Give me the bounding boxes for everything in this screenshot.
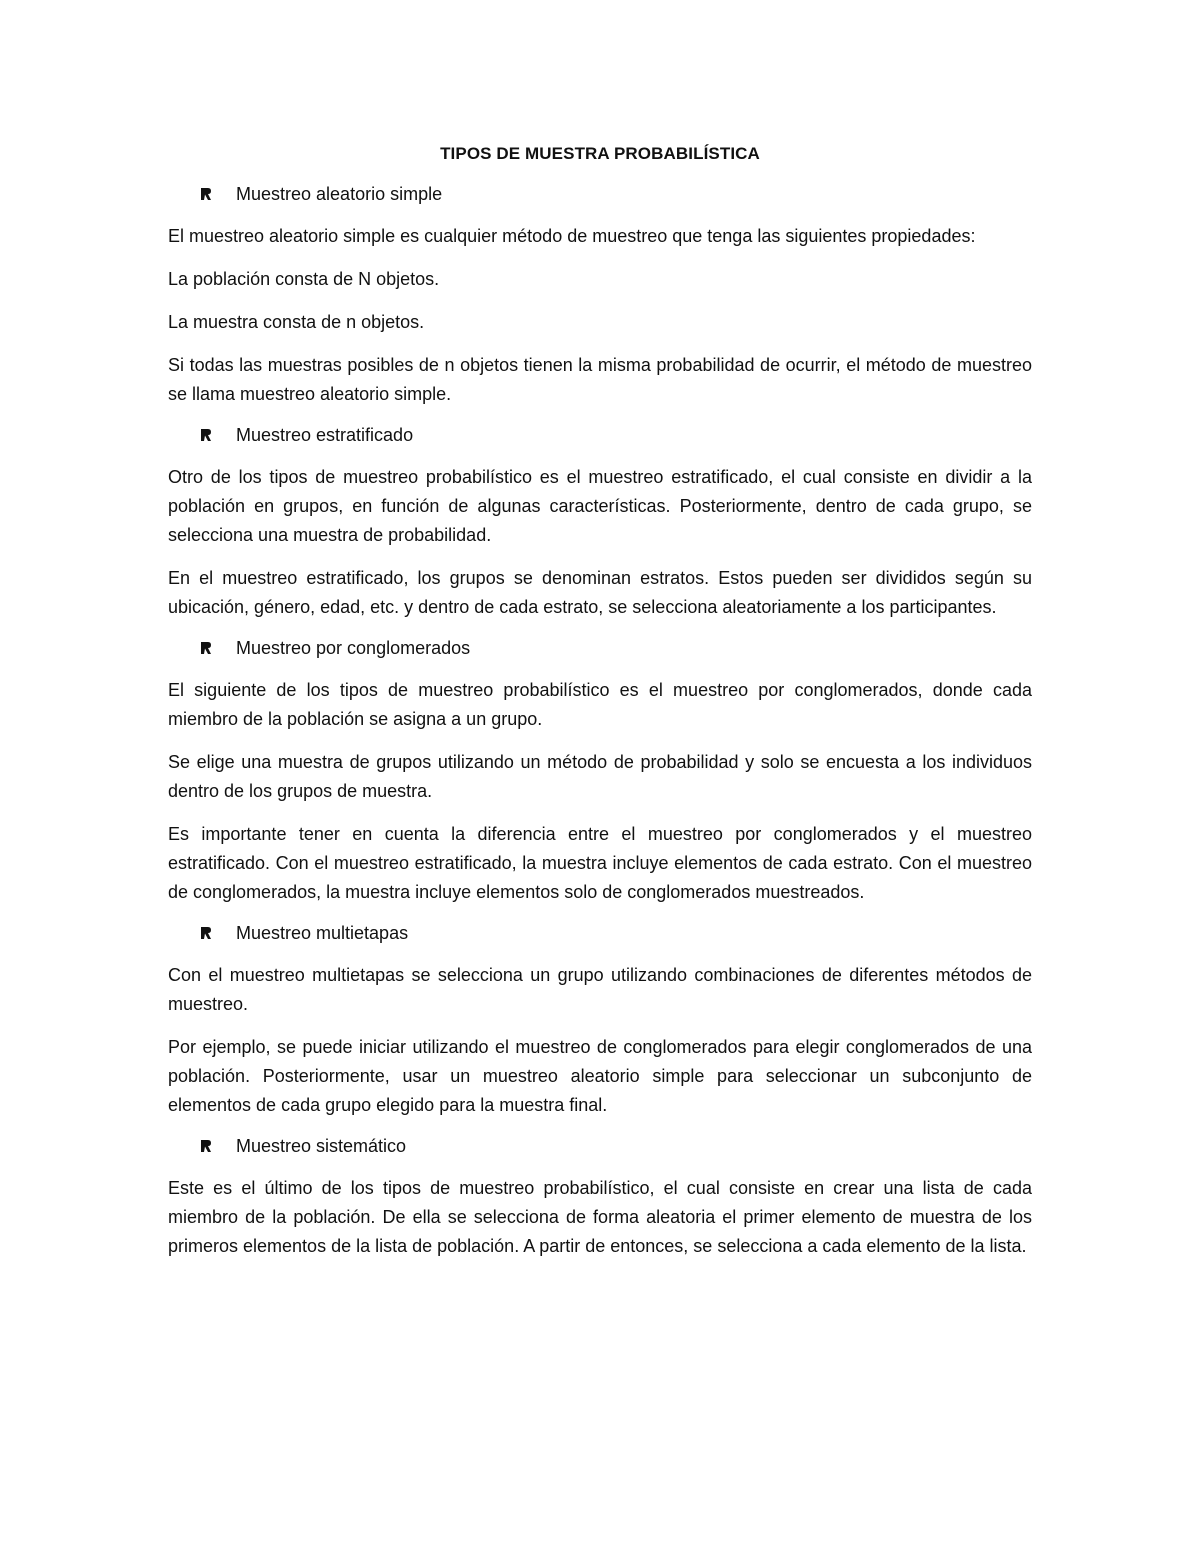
bullet-marker-icon <box>200 926 212 940</box>
paragraph: El muestreo aleatorio simple es cualquier método de muestreo que tenga las siguientes propiedades: <box>168 226 976 246</box>
paragraph: Se elige una muestra de grupos utilizando un método de probabilidad y solo se encuesta a los individuos dentro de los grupos de muestra. <box>168 752 1032 801</box>
bullet-marker-icon <box>200 187 212 201</box>
bullet-marker-icon <box>200 1139 212 1153</box>
paragraph: La población consta de N objetos. <box>168 269 440 289</box>
section-heading-text: Muestreo estratificado <box>236 425 414 445</box>
paragraph: La muestra consta de n objetos. <box>168 312 425 332</box>
bullet-marker-icon <box>200 641 212 655</box>
section-heading <box>168 1134 1032 1158</box>
paragraph: Este es el último de los tipos de muestreo probabilístico, el cual consiste en crear una lista de cada miembro de la población. De ella se selecciona de forma aleatoria el primer elemento de muestra de los primeros elementos de la lista de población. A partir de entonces, se selecciona a cada elemento de la lista. <box>168 1178 1032 1256</box>
section-heading-text: Muestreo por conglomerados <box>236 638 471 658</box>
section-heading <box>168 423 1032 447</box>
section-heading <box>168 921 1032 945</box>
paragraph: Con el muestreo multietapas se selecciona un grupo utilizando combinaciones de diferentes métodos de muestreo. <box>168 965 1032 1014</box>
section-heading-text: Muestreo sistemático <box>236 1136 407 1156</box>
section-heading <box>168 636 1032 660</box>
paragraph: Es importante tener en cuenta la diferencia entre el muestreo por conglomerados y el muestreo estratificado. Con el muestreo estratificado, la muestra incluye elementos de cada estrato. Con el muestreo de conglomerados, la muestra incluye elementos solo de conglomerados muestreados. <box>168 824 1032 902</box>
document-body <box>168 142 1032 1275</box>
section-heading <box>168 182 1032 206</box>
paragraph: Otro de los tipos de muestreo probabilístico es el muestreo estratificado, el cual consiste en dividir a la población en grupos, en función de algunas características. Posteriormente, dentro de cada grupo, se selecciona una muestra de probabilidad. <box>168 467 1032 545</box>
document-title: TIPOS DE MUESTRA PROBABILÍSTICA <box>440 144 760 163</box>
paragraph: En el muestreo estratificado, los grupos se denominan estratos. Estos pueden ser divididos según su ubicación, género, edad, etc. y dentro de cada estrato, se selecciona aleatoriamente a los participantes. <box>168 568 1032 617</box>
section-heading-text: Muestreo multietapas <box>236 923 409 943</box>
bullet-marker-icon <box>200 428 212 442</box>
paragraph: Por ejemplo, se puede iniciar utilizando el muestreo de conglomerados para elegir conglomerados de una población. Posteriormente, usar un muestreo aleatorio simple para seleccionar un subconjunto de elementos de cada grupo elegido para la muestra final. <box>168 1037 1032 1115</box>
paragraph: Si todas las muestras posibles de n objetos tienen la misma probabilidad de ocurrir, el método de muestreo se llama muestreo aleatorio simple. <box>168 355 1032 404</box>
paragraph: El siguiente de los tipos de muestreo probabilístico es el muestreo por conglomerados, donde cada miembro de la población se asigna a un grupo. <box>168 680 1032 729</box>
section-heading-text: Muestreo aleatorio simple <box>236 184 443 204</box>
